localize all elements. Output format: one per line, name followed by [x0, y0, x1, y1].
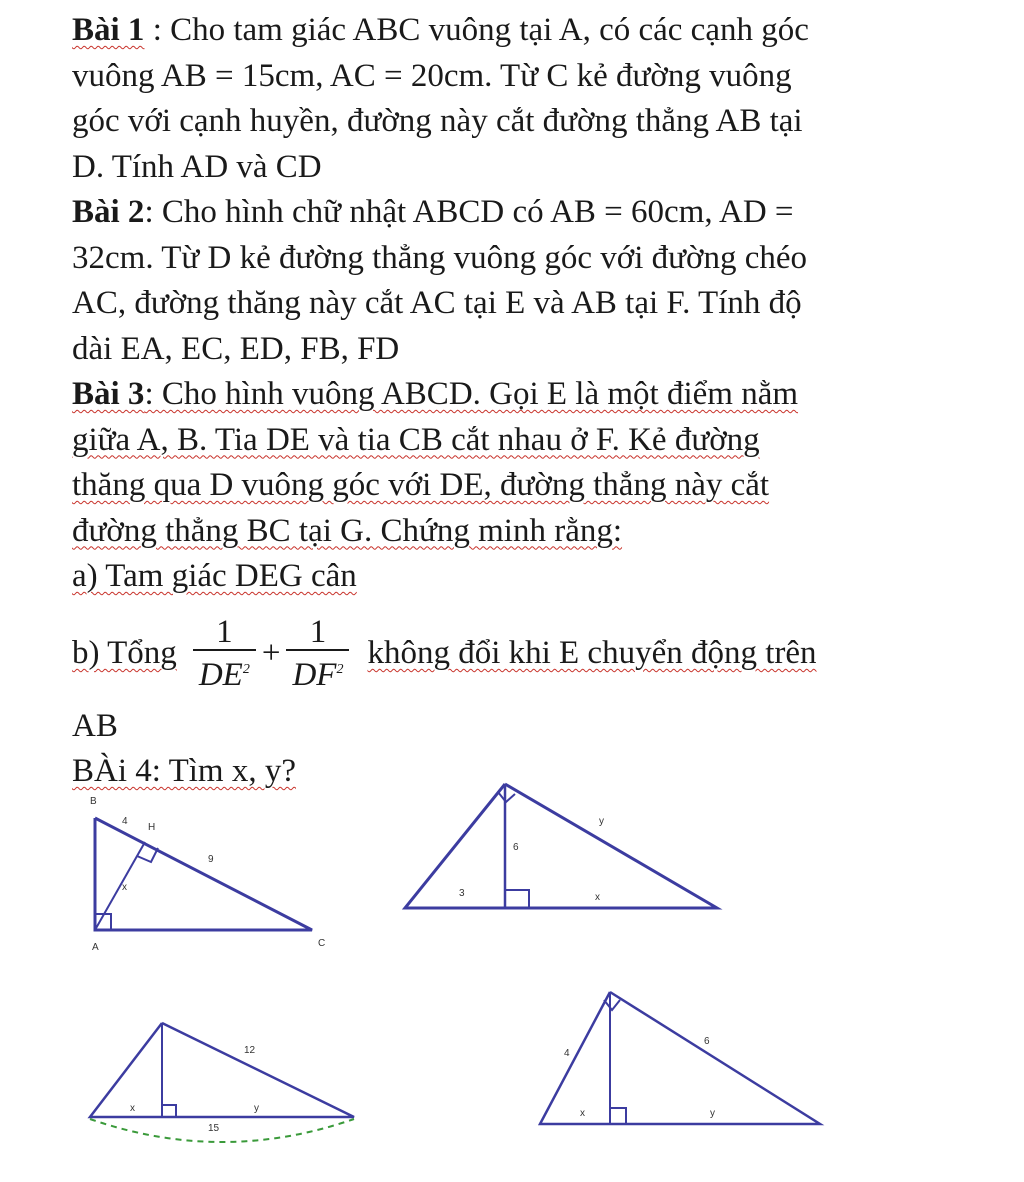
exercise-2-line-2: 32cm. Từ D kẻ đường thẳng vuông góc với đường chéo: [72, 239, 808, 276]
figure-4-label-y: y: [710, 1108, 715, 1119]
figure-1-svg: [80, 790, 340, 960]
exercise-1-line-3: góc với cạnh huyền, đường này cắt đường thẳng AB tại: [72, 103, 803, 139]
exercise-2-line-1: : Cho hình chữ nhật ABCD có AB = 60cm, AD =: [144, 194, 794, 230]
figure-3-label-15: 15: [208, 1123, 220, 1134]
figure-1-label-c: C: [318, 938, 326, 949]
fraction-2-numerator: 1: [309, 614, 327, 650]
figure-4-label-6: 6: [704, 1036, 710, 1047]
figure-1-label-x: x: [122, 882, 127, 893]
exercise-1-line-1: : Cho tam giác ABC vuông tại A, có các cạnh góc: [144, 12, 809, 48]
figure-4-right-angle-foot: [610, 1108, 626, 1124]
exercise-2-line-4: dài EA, EC, ED, FB, FD: [72, 330, 400, 367]
figure-2-triangle: [405, 784, 717, 908]
exercise-1-line-4: D. Tính AD và CD: [72, 148, 322, 185]
figure-1: [80, 790, 340, 965]
fraction-2-base: DF: [292, 657, 337, 693]
figure-3-arc: [90, 1119, 354, 1142]
exercise-3-line-1: : Cho hình vuông ABCD. Gọi E là một điểm nằm: [144, 376, 799, 412]
figure-1-label-a: A: [92, 942, 99, 953]
figure-4-label-4: 4: [564, 1048, 570, 1059]
figure-3-label-12: 12: [244, 1045, 256, 1056]
exercise-3-part-b-suffix: không đổi khi E chuyển động trên: [367, 634, 817, 671]
exercise-2-line-3: AC, đường thăng này cắt AC tại E và AB tại F. Tính độ: [72, 285, 802, 321]
figure-4-svg: [528, 980, 838, 1140]
figure-4-triangle: [540, 992, 820, 1124]
exercise-3-line-2: giữa A, B. Tia DE và tia CB cắt nhau ở F. Kẻ đường: [72, 421, 760, 458]
fraction-1-base: DE: [198, 657, 243, 693]
figure-4-right-angle-top: [604, 1000, 620, 1010]
exercise-3-heading: Bài 3: [72, 376, 145, 412]
figure-1-label-4: 4: [122, 816, 128, 827]
figure-2: [395, 776, 735, 931]
figure-2-right-angle-top: [498, 792, 515, 802]
figure-2-label-x: x: [595, 892, 600, 903]
exercise-3-line-3: thăng qua D vuông góc với DE, đường thẳng này cắt: [72, 467, 770, 503]
figure-3: [82, 1005, 382, 1160]
plus-sign: +: [261, 634, 281, 671]
figure-3-svg: [82, 1005, 382, 1155]
fraction-1-numerator: 1: [216, 614, 233, 650]
figure-4-label-x: x: [580, 1108, 585, 1119]
figure-1-label-b: B: [90, 796, 97, 807]
figure-3-label-y: y: [254, 1103, 259, 1114]
exercise-3-line-4: đường thẳng BC tại G. Chứng minh rằng:: [72, 512, 623, 549]
exercise-3-part-a: a) Tam giác DEG cân: [72, 558, 357, 594]
figure-1-label-9: 9: [208, 854, 214, 865]
exercise-2-heading: Bài 2: [72, 194, 145, 230]
exercise-1-line-2: vuông AB = 15cm, AC = 20cm. Từ C kẻ đường vuông: [72, 57, 792, 94]
fraction-2-exponent: 2: [336, 662, 344, 677]
figure-2-label-y: y: [599, 816, 604, 827]
figure-4: [528, 980, 838, 1145]
figure-2-label-6: 6: [513, 842, 519, 853]
figure-2-right-angle-foot: [505, 890, 529, 908]
figure-3-label-x: x: [130, 1103, 135, 1114]
exercise-1-heading: Bài 1: [72, 12, 145, 48]
figure-2-svg: [395, 776, 735, 926]
figure-3-right-angle: [162, 1105, 176, 1117]
exercise-3-part-b-prefix: b) Tổng: [72, 634, 177, 671]
figure-1-label-h: H: [148, 822, 156, 833]
exercise-4-heading: BÀi 4: Tìm x, y?: [72, 753, 296, 789]
fraction-1-exponent: 2: [242, 662, 250, 677]
figure-2-label-3: 3: [459, 888, 465, 899]
exercise-3-part-b-end-text: AB: [72, 707, 118, 744]
